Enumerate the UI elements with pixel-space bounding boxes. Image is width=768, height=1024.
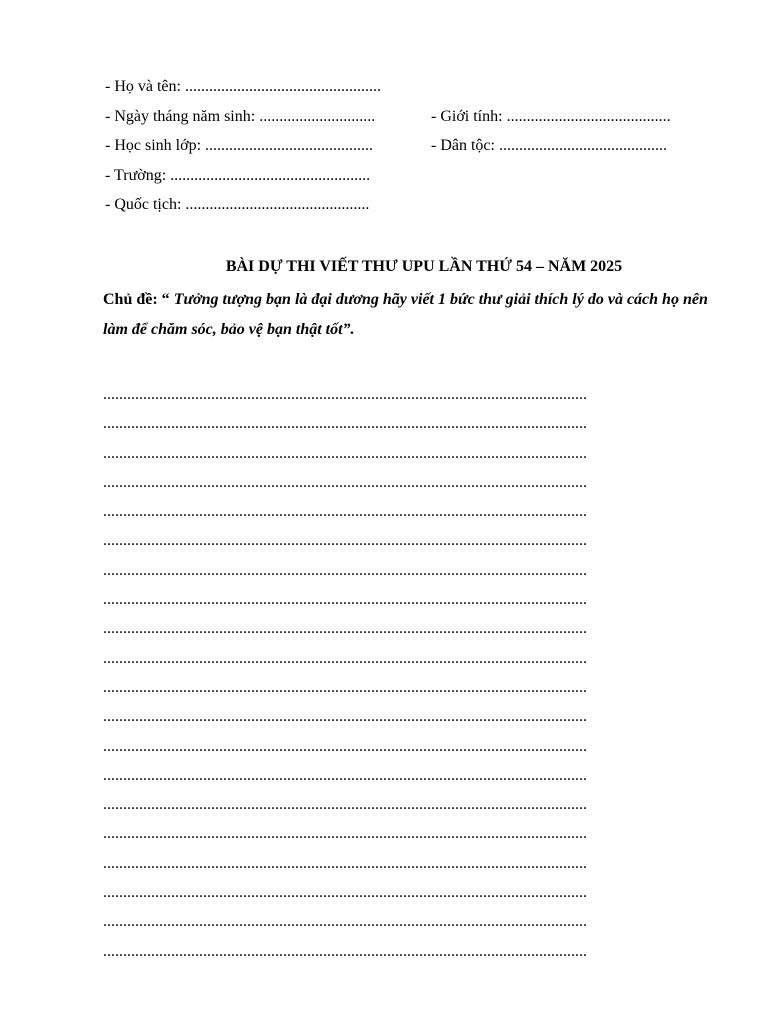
- writing-line[interactable]: .........................................................................................................................: [103, 591, 587, 609]
- ethnicity-field[interactable]: - Dân tộc: ..........................................: [431, 137, 667, 154]
- writing-line[interactable]: .........................................................................................................................: [103, 884, 587, 902]
- topic-label: Chủ đề: “: [103, 291, 174, 308]
- writing-line[interactable]: .........................................................................................................................: [103, 913, 587, 931]
- writing-line[interactable]: .........................................................................................................................: [103, 942, 587, 960]
- info-row-dob-gender: [105, 104, 745, 134]
- dob-field[interactable]: - Ngày tháng năm sinh: .............................: [105, 107, 376, 125]
- gender-field[interactable]: - Giới tính: .........................................: [431, 107, 671, 125]
- writing-line[interactable]: .........................................................................................................................: [103, 796, 587, 814]
- topic-text: Tưởng tượng bạn là đại dương hãy viết 1 bức thư giải thích lý do và cách họ nên làm để chăm sóc, bảo vệ bạn thật tốt”.: [103, 291, 708, 338]
- writing-line[interactable]: .........................................................................................................................: [103, 854, 587, 872]
- info-row-name: [105, 74, 745, 104]
- writing-line[interactable]: .........................................................................................................................: [103, 444, 587, 462]
- writing-line[interactable]: .........................................................................................................................: [103, 503, 587, 521]
- writing-area[interactable]: [103, 382, 683, 968]
- writing-line[interactable]: .........................................................................................................................: [103, 708, 587, 726]
- writing-line[interactable]: .........................................................................................................................: [103, 737, 587, 755]
- info-row-school: [105, 163, 745, 193]
- writing-line[interactable]: .........................................................................................................................: [103, 825, 587, 843]
- writing-line[interactable]: .........................................................................................................................: [103, 561, 587, 579]
- writing-line[interactable]: .........................................................................................................................: [103, 473, 587, 491]
- writing-line[interactable]: .........................................................................................................................: [103, 415, 587, 433]
- writing-line[interactable]: .........................................................................................................................: [103, 386, 587, 403]
- writing-line[interactable]: .........................................................................................................................: [103, 678, 587, 696]
- topic: [103, 285, 733, 345]
- writing-line[interactable]: .........................................................................................................................: [103, 766, 587, 784]
- writing-line[interactable]: .........................................................................................................................: [103, 649, 587, 667]
- student-info: [105, 74, 745, 222]
- nationality-field[interactable]: - Quốc tịch: ..............................................: [105, 196, 370, 213]
- page-title: BÀI DỰ THI VIẾT THƯ UPU LẦN THỨ 54 – NĂM 2025: [225, 258, 623, 275]
- name-field[interactable]: - Họ và tên: .................................................: [105, 78, 381, 95]
- info-row-nationality: [105, 192, 745, 222]
- school-field[interactable]: - Trường: ..................................................: [105, 166, 371, 184]
- writing-line[interactable]: .........................................................................................................................: [103, 532, 587, 550]
- class-field[interactable]: - Học sinh lớp: ..........................................: [105, 137, 374, 154]
- writing-line[interactable]: .........................................................................................................................: [103, 620, 587, 638]
- info-row-class-ethnicity: [105, 133, 745, 163]
